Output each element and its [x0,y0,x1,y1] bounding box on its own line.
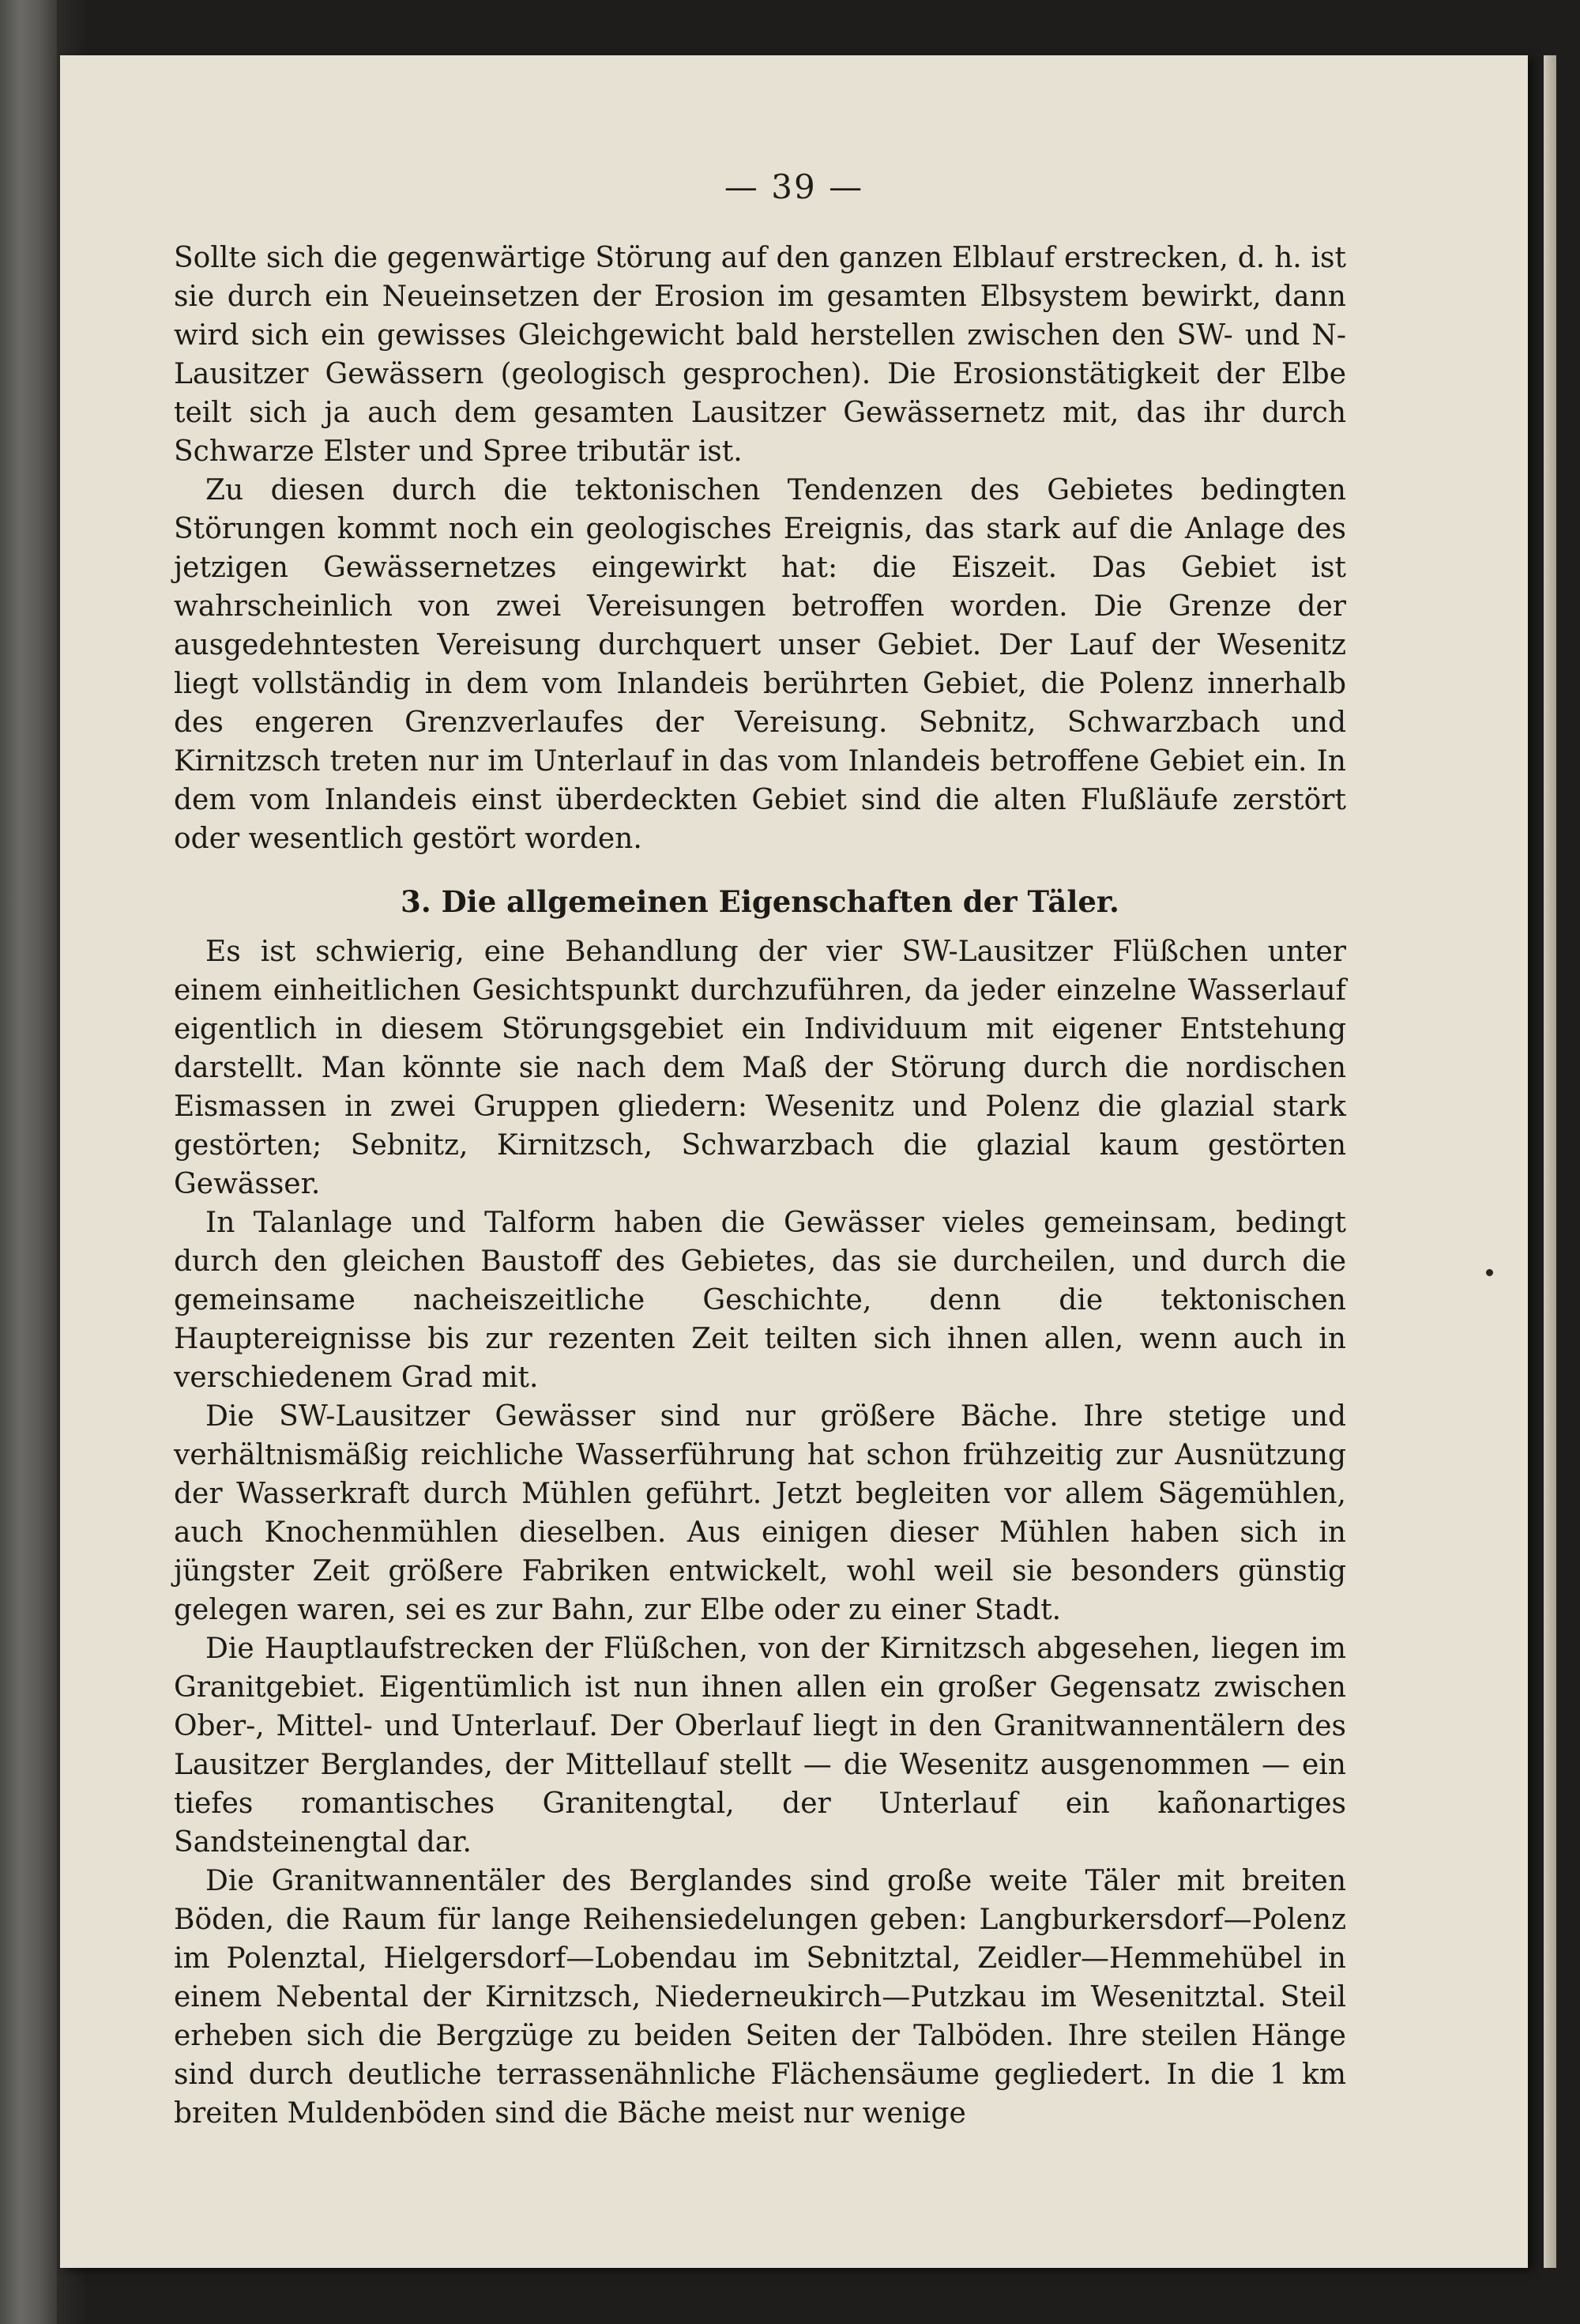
paragraph-4: In Talanlage und Talform haben die Gewässer vieles gemeinsam, bedingt durch den gleichen Baustoff des Gebietes, das sie durcheilen, und durch die gemeinsame nacheiszeitliche Geschichte, denn die tektonischen Hauptereignisse bis zur rezenten Zeit teilten sich ihnen allen, wenn auch in verschiedenem Grad mit. [174,1207,1346,1394]
paragraph-5: Die SW-Lausitzer Gewässer sind nur größere Bäche. Ihre stetige und verhältnismäßig reichliche Wasserführung hat schon frühzeitig zur Ausnützung der Wasserkraft durch Mühlen geführt. Jetzt begleiten vor allem Sägemühlen, auch Knochenmühlen dieselben. Aus einigen dieser Mühlen haben sich in jüngster Zeit größere Fabriken entwickelt, wohl weil sie besonders günstig gelegen waren, sei es zur Bahn, zur Elbe oder zu einer Stadt. [174,1400,1346,1626]
paragraph-3: Es ist schwierig, eine Behandlung der vier SW-Lausitzer Flüßchen unter einem einheitlichen Gesichtspunkt durchzuführen, da jeder einzelne Wasserlauf eigentlich in diesem Störungsgebiet ein Individuum mit eigener Entstehung darstellt. Man könnte sie nach dem Maß der Störung durch die nordischen Eismassen in zwei Gruppen gliedern: Wesenitz und Polenz die glazial stark gestörten; Sebnitz, Kirnitzsch, Schwarzbach die glazial kaum gestörten Gewässer. [174,936,1346,1200]
paragraph-1: Sollte sich die gegenwärtige Störung auf den ganzen Elblauf erstrecken, d. h. ist sie durch ein Neueinsetzen der Erosion im gesamten Elbsystem bewirkt, dann wird sich ein gewisses Gleichgewicht bald herstellen zwischen den SW- und N-Lausitzer Gewässern (geologisch gesprochen). Die Erosionstätigkeit der Elbe teilt sich ja auch dem gesamten Lausitzer Gewässernetz mit, das ihr durch Schwarze Elster und Spree tributär ist. [174,242,1346,468]
page-number: — 39 — [724,168,864,206]
book-binding-strip [0,0,57,2324]
book-page [60,55,1528,2268]
paragraph-2: Zu diesen durch die tektonischen Tendenzen des Gebietes bedingten Störungen kommt noch ein geologisches Ereignis, das stark auf die Anlage des jetzigen Gewässernetzes eingewirkt hat: die Eiszeit. Das Gebiet ist wahrscheinlich von zwei Vereisungen betroffen worden. Die Grenze der ausgedehntesten Vereisung durchquert unser Gebiet. Der Lauf der Wesenitz liegt vollständig in dem vom Inlandeis berührten Gebiet, die Polenz innerhalb des engeren Grenzverlaufes der Vereisung. Sebnitz, Schwarzbach und Kirnitzsch treten nur im Unterlauf in das vom Inlandeis betroffene Gebiet ein. In dem vom Inlandeis einst überdeckten Gebiet sind die alten Flußläufe zerstört oder wesentlich gestört worden. [174,474,1346,855]
body-text [174,239,1346,2133]
margin-dot [1486,1269,1493,1276]
paragraph-6: Die Hauptlaufstrecken der Flüßchen, von der Kirnitzsch abgesehen, liegen im Granitgebiet. Eigentümlich ist nun ihnen allen ein großer Gegensatz zwischen Ober-, Mittel- und Unterlauf. Der Oberlauf liegt in den Granitwannentälern des Lausitzer Berglandes, der Mittellauf stellt — die Wesenitz ausgenommen — ein tiefes romantisches Granitengtal, der Unterlauf ein kañonartiges Sandsteinengtal dar. [174,1633,1346,1859]
section-heading: 3. Die allgemeinen Eigenschaften der Täler. [401,884,1119,919]
paragraph-7: Die Granitwannentäler des Berglandes sind große weite Täler mit breiten Böden, die Raum für lange Reihensiedelungen geben: Langburkersdorf—Polenz im Polenztal, Hielgersdorf—Lobendau im Sebnitztal, Zeidler—Hemmehübel in einem Nebental der Kirnitzsch, Niederneukirch—Putzkau im Wesenitztal. Steil erheben sich die Bergzüge zu beiden Seiten der Talböden. Ihre steilen Hänge sind durch deutliche terrassenähnliche Flächensäume gegliedert. In die 1 km breiten Muldenböden sind die Bäche meist nur wenige [174,1865,1346,2130]
page-edge-shadow [1544,55,1556,2268]
